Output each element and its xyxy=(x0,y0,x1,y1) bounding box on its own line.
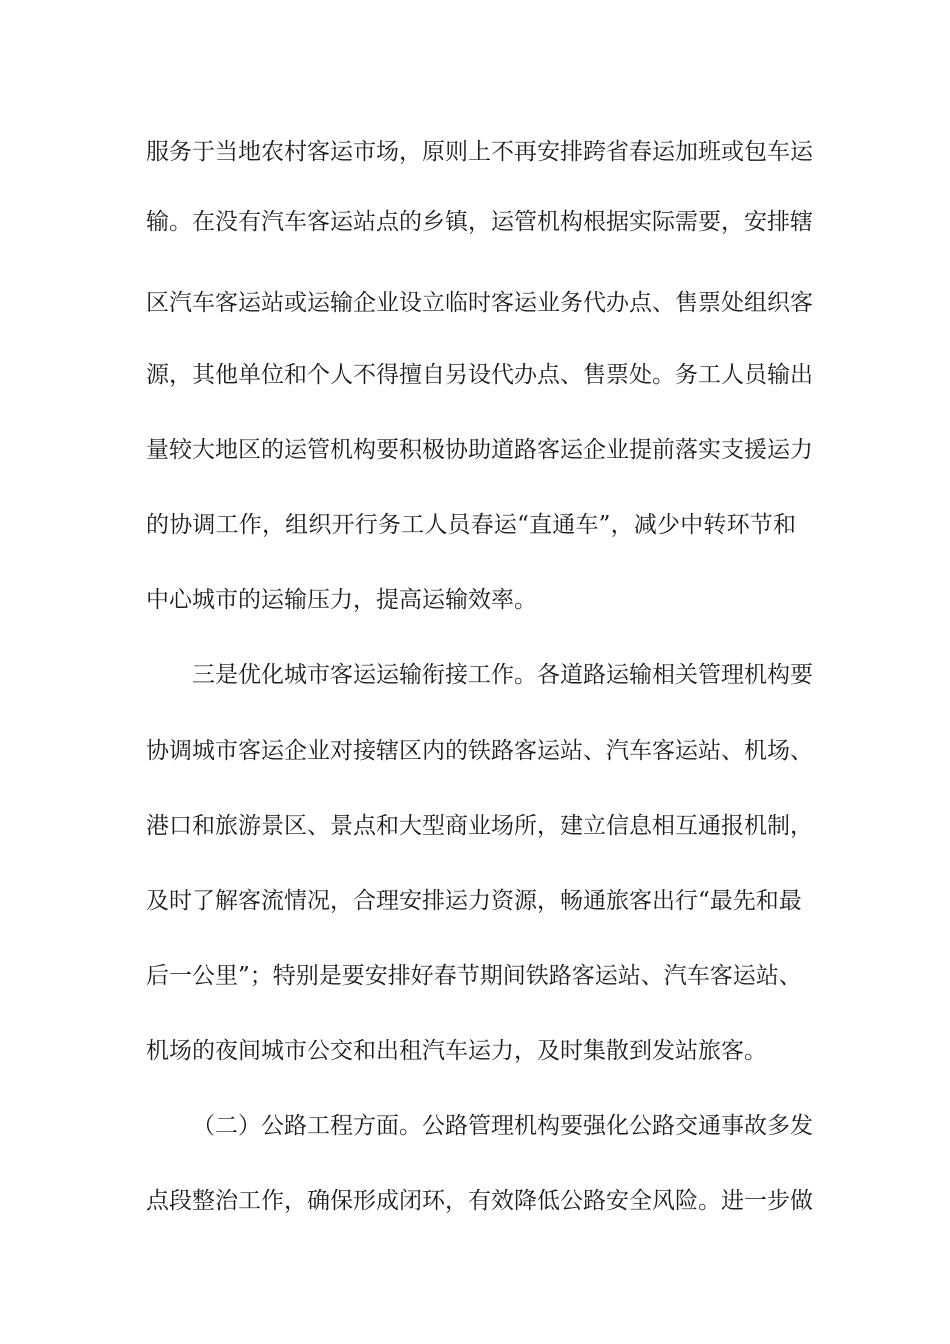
paragraph-line: 的协调工作，组织开行务工人员春运“直通车”，减少中转环节和 xyxy=(146,512,796,538)
paragraph-line: 服务于当地农村客运市场，原则上不再安排跨省春运加班或包车运 xyxy=(146,139,813,165)
paragraph-line: 中心城市的运输压力，提高运输效率。 xyxy=(146,587,537,613)
paragraph-line: 区汽车客运站或运输企业设立临时客运业务代办点、售票处组织客 xyxy=(146,290,813,316)
paragraph-line: 后一公里”；特别是要安排好春节期间铁路客运站、汽车客运站、 xyxy=(146,963,802,989)
paragraph-line: 三是优化城市客运运输衔接工作。各道路运输相关管理机构要 xyxy=(192,662,813,688)
paragraph-line: 输。在没有汽车客运站点的乡镇，运管机构根据实际需要，安排辖 xyxy=(146,209,813,235)
paragraph-line: （二）公路工程方面。公路管理机构要强化公路交通事故多发 xyxy=(192,1113,813,1139)
paragraph-line: 机场的夜间城市公交和出租汽车运力，及时集散到发站旅客。 xyxy=(146,1038,767,1064)
paragraph-line: 源，其他单位和个人不得擅自另设代办点、售票处。务工人员输出 xyxy=(146,362,813,388)
paragraph-line: 量较大地区的运管机构要积极协助道路客运企业提前落实支援运力 xyxy=(146,437,813,463)
paragraph-line: 及时了解客流情况，合理安排运力资源，畅通旅客出行“最先和最 xyxy=(146,888,802,914)
paragraph-line: 港口和旅游景区、景点和大型商业场所，建立信息相互通报机制， xyxy=(146,813,813,839)
paragraph-line: 协调城市客运企业对接辖区内的铁路客运站、汽车客运站、机场、 xyxy=(146,738,813,764)
paragraph-line: 点段整治工作，确保形成闭环，有效降低公路安全风险。进一步做 xyxy=(146,1188,813,1214)
